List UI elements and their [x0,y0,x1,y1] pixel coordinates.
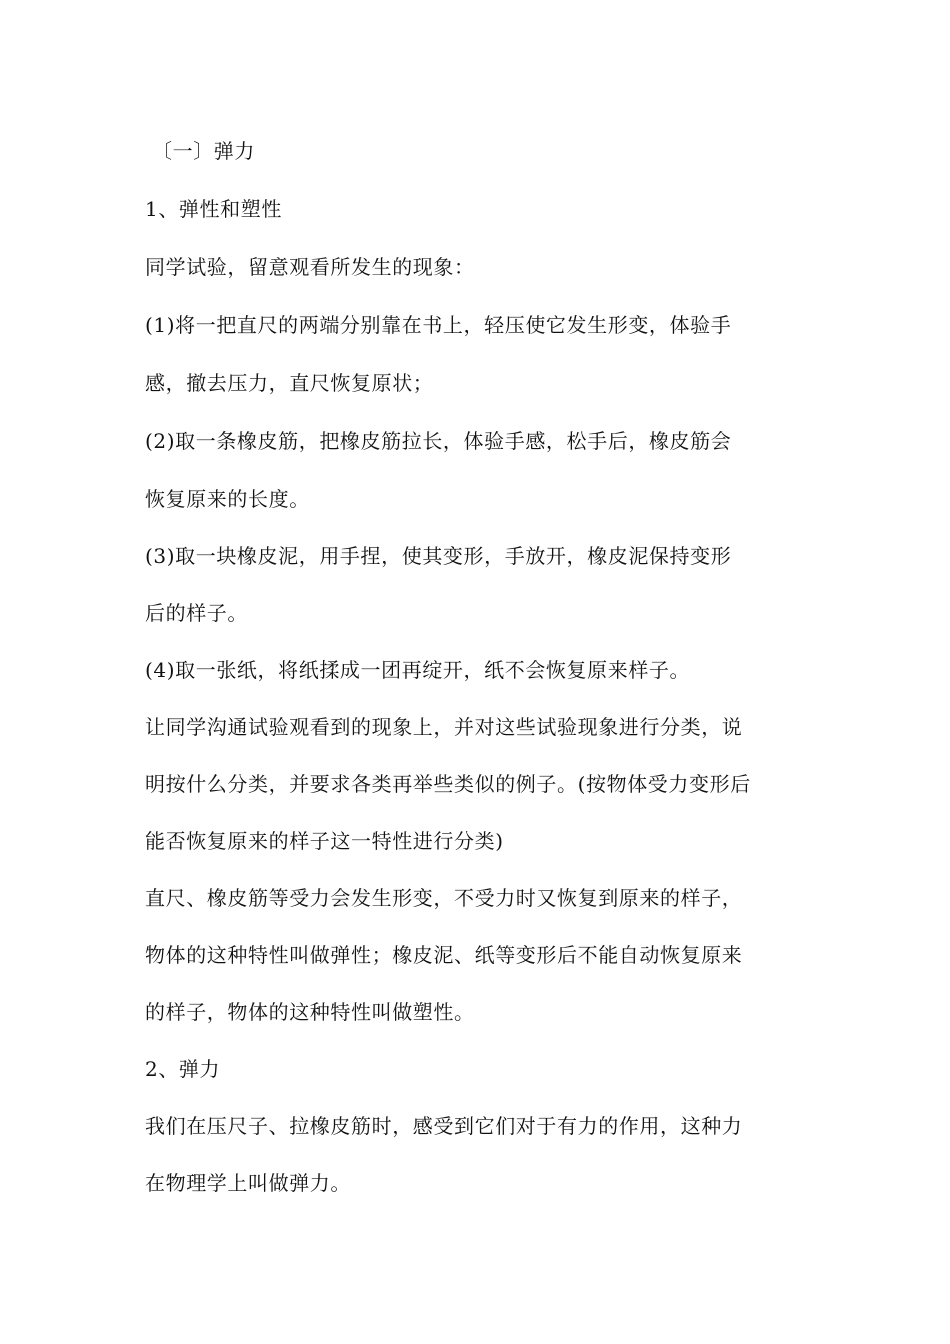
paragraph-line: 在物理学上叫做弹力。 [145,1171,351,1195]
paragraph-line: (2)取一条橡皮筋，把橡皮筋拉长，体验手感，松手后，橡皮筋会 [145,429,732,453]
paragraph-line: 感，撤去压力，直尺恢复原状； [145,371,434,395]
paragraph-line: 同学试验，留意观看所发生的现象： [145,255,475,279]
paragraph-line: 明按什么分类，并要求各类再举些类似的例子。(按物体受力变形后 [145,772,751,796]
section-heading: 〔一〕弹力 [152,139,255,163]
paragraph-line: (1)将一把直尺的两端分别靠在书上，轻压使它发生形变，体验手 [145,313,732,337]
subsection-heading: 2、弹力 [145,1057,221,1081]
paragraph-line: (3)取一块橡皮泥，用手捏，使其变形，手放开，橡皮泥保持变形 [145,544,732,568]
paragraph-line: 直尺、橡皮筋等受力会发生形变，不受力时又恢复到原来的样子， [145,886,743,910]
paragraph-line: 能否恢复原来的样子这一特性进行分类) [145,829,504,853]
paragraph-line: 让同学沟通试验观看到的现象上，并对这些试验现象进行分类，说 [145,715,743,739]
paragraph-line: 后的样子。 [145,601,248,625]
paragraph-line: (4)取一张纸，将纸揉成一团再绽开，纸不会恢复原来样子。 [145,658,691,682]
subsection-heading: 1、弹性和塑性 [145,197,282,221]
paragraph-line: 的样子，物体的这种特性叫做塑性。 [145,1000,475,1024]
paragraph-line: 我们在压尺子、拉橡皮筋时，感受到它们对于有力的作用，这种力 [145,1114,743,1138]
paragraph-line: 恢复原来的长度。 [145,487,310,511]
paragraph-line: 物体的这种特性叫做弹性；橡皮泥、纸等变形后不能自动恢复原来 [145,943,743,967]
